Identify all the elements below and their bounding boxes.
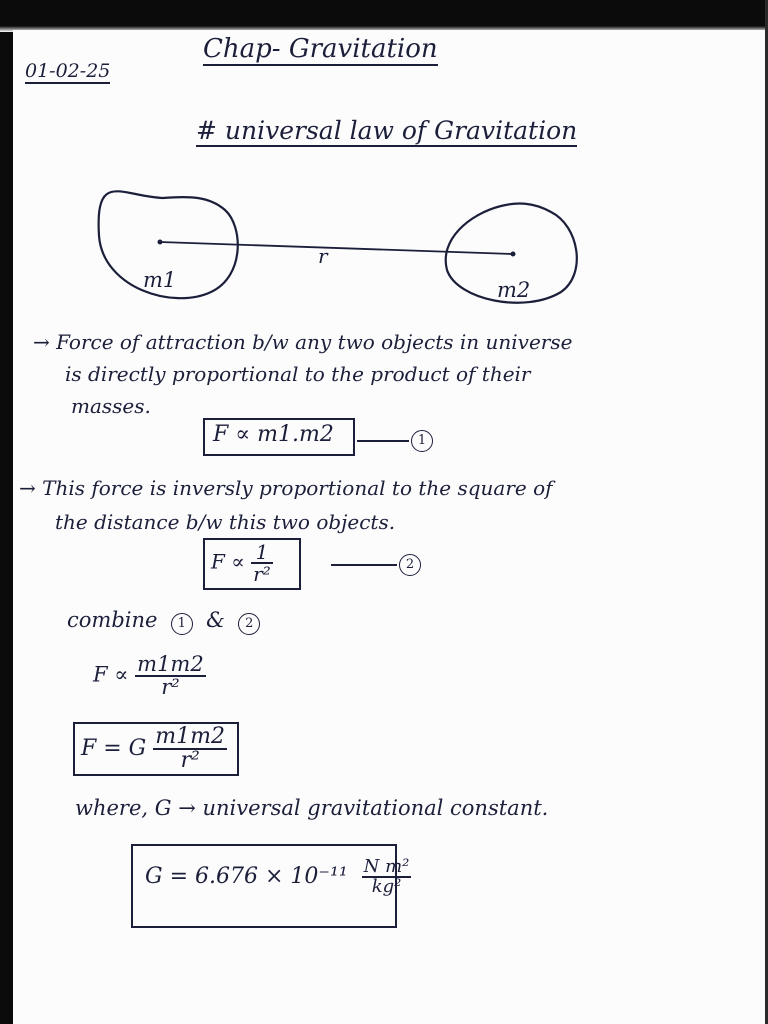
statement1-line2: is directly proportional to the product of their (65, 362, 531, 386)
equation3: F ∝ $\frac{m1m2}{\text{r²}}$ (93, 652, 204, 699)
equation2: F ∝ $\frac{1}{\text{r²}}$ (211, 540, 271, 586)
equation2-leader (331, 564, 397, 566)
statement2-line2: the distance b/w this two objects. (55, 510, 396, 534)
mass2-label: m2 (497, 278, 531, 302)
distance-label: r (318, 244, 328, 268)
equation1-marker: 1 (411, 430, 433, 452)
notebook-page (13, 30, 765, 1024)
equation4: F = G $\frac{m1m2}{\text{r²}}$ (81, 724, 225, 773)
equation1-leader (357, 440, 409, 442)
equation2-marker: 2 (399, 554, 421, 576)
scan-border-top (0, 0, 768, 32)
mass1-label: m1 (143, 268, 177, 292)
equation1: F ∝ m1.m2 (213, 422, 334, 447)
section-heading: # universal law of Gravitation (196, 116, 578, 145)
scan-border-left (0, 0, 13, 1024)
two-mass-diagram (13, 30, 765, 330)
statement2-line1: → This force is inversly proportional to the square of (19, 476, 553, 500)
statement1-line3: masses. (71, 394, 151, 418)
gravitational-constant: G = 6.676 × 10⁻¹¹ $\frac{\text{N m²}}{\text{kg²}}$ (145, 856, 410, 897)
statement1-line1: → Force of attraction b/w any two objects in universe (33, 330, 573, 354)
combine-line: combine 1 & 2 (67, 610, 260, 635)
chapter-title: Chap- Gravitation (203, 34, 438, 64)
distance-line (160, 242, 513, 254)
where-line: where, G → universal gravitational constant. (75, 796, 549, 820)
date: 01-02-25 (25, 60, 111, 82)
